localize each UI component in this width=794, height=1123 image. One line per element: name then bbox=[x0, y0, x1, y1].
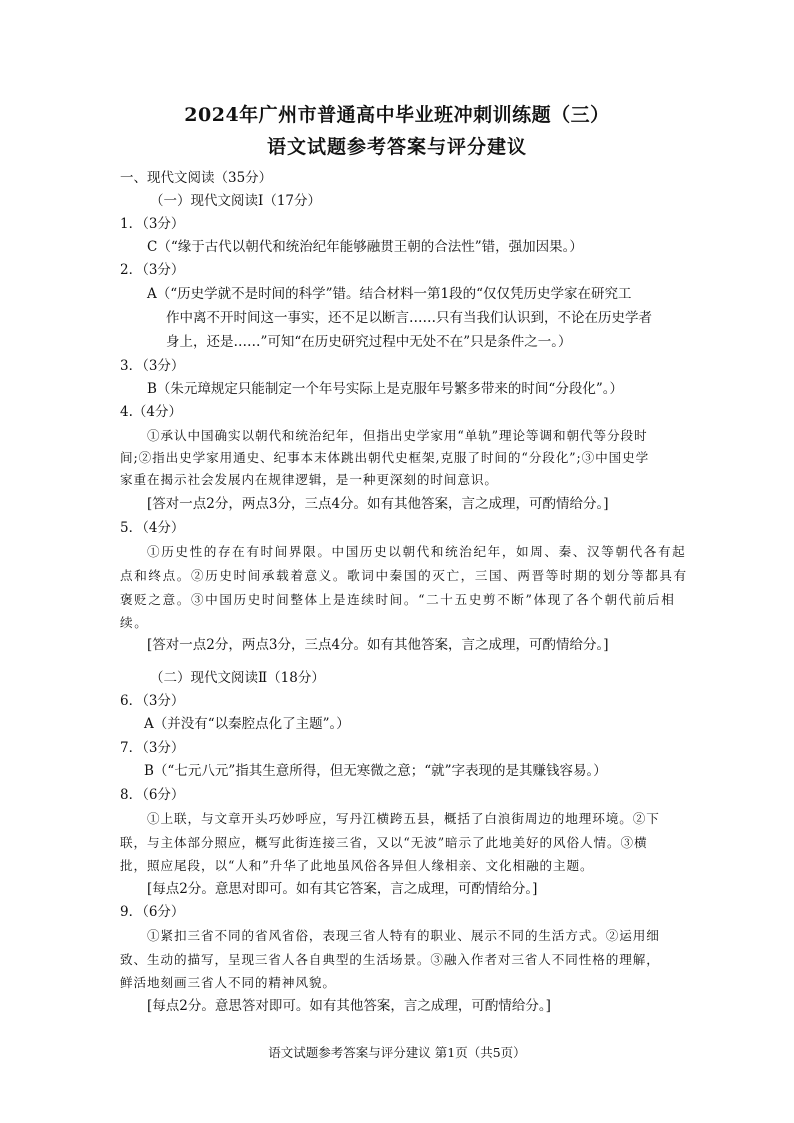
question-5-number: 5．（4分） bbox=[120, 520, 185, 536]
subsection-heading-reading-2: （二）现代文阅读Ⅱ（18分） bbox=[150, 670, 325, 686]
question-8-number: 8．（6分） bbox=[120, 787, 185, 803]
question-5-answer-line-4: 续。 bbox=[120, 615, 149, 630]
question-7-answer: B（“七元八元”指其生意所得，但无寒微之意；“就”字表现的是其赚钱容易。） bbox=[144, 763, 607, 779]
page-title: 2024年广州市普通高中毕业班冲刺训练题（三） bbox=[184, 104, 610, 126]
question-6-number: 6．（3分） bbox=[120, 693, 185, 709]
question-8-answer-line-3: 批，照应尾段，以“人和”升华了此地虽风俗各异但人缘相亲、文化相融的主题。 bbox=[120, 858, 594, 873]
question-6-answer: A（并没有“以秦腔点化了主题”。） bbox=[144, 716, 350, 732]
question-2-answer-line-2: 作中离不开时间这一事实，还不足以断言……只有当我们认识到，不论在历史学者 bbox=[166, 310, 652, 326]
question-9-answer-line-2: 致、生动的描写，呈现三省人各自典型的生活场景。③融入作者对三省人不同性格的理解， bbox=[120, 952, 660, 967]
question-5-answer-line-2: 点和终点。②历史时间承载着意义。歌词中秦国的灭亡，三国、两晋等时期的划分等都具有 bbox=[120, 568, 688, 583]
question-8-scoring-note: [每点2分。意思对即可。如有其它答案，言之成理，可酌情给分。] bbox=[147, 881, 538, 897]
question-9-number: 9．（6分） bbox=[120, 904, 185, 920]
question-2-number: 2．（3分） bbox=[120, 262, 185, 278]
question-3-number: 3．（3分） bbox=[120, 358, 185, 374]
question-9-answer-line-1: ①紧扣三省不同的省风省俗，表现三省人特有的职业、展示不同的生活方式。②运用细 bbox=[147, 928, 660, 943]
question-9-answer-line-3: 鲜活地刻画三省人不同的精神风貌。 bbox=[120, 975, 336, 990]
page-subtitle: 语文试题参考答案与评分建议 bbox=[266, 136, 527, 158]
question-4-answer-line-1: ①承认中国确实以朝代和统治纪年，但指出史学家用“单轨”理论等调和朝代等分段时 bbox=[147, 428, 648, 443]
question-5-scoring-note: [答对一点2分，两点3分，三点4分。如有其他答案，言之成理，可酌情给分。] bbox=[147, 637, 609, 653]
question-5-answer-line-3: 褒贬之意。③中国历史时间整体上是连续时间。“二十五史剪不断”体现了各个朝代前后相 bbox=[120, 592, 676, 607]
subsection-heading-reading-1: （一）现代文阅读Ⅰ（17分） bbox=[150, 193, 322, 209]
question-8-answer-line-2: 联，与主体部分照应，概写此街连接三省，又以“无波”暗示了此地美好的风俗人情。③横 bbox=[120, 835, 648, 850]
section-heading-modern-reading: 一、现代文阅读（35分） bbox=[120, 170, 273, 186]
question-9-scoring-note: [每点2分。意思答对即可。如有其他答案，言之成理，可酌情给分。] bbox=[147, 998, 551, 1014]
question-1-number: 1．（3分） bbox=[120, 216, 185, 232]
question-4-number: 4.（4分） bbox=[120, 404, 182, 420]
question-7-number: 7．（3分） bbox=[120, 740, 185, 756]
question-5-answer-line-1: ①历史性的存在有时间界限。中国历史以朝代和统治纪年，如周、秦、汉等朝代各有起 bbox=[147, 544, 687, 559]
question-4-answer-line-2: 间;②指出史学家用通史、纪事本末体跳出朝代史框架,克服了时间的“分段化”;③中国史学 bbox=[120, 450, 650, 465]
question-2-answer-line-3: 身上，还是……”可知“在历史研究过程中无处不在”只是条件之一。） bbox=[166, 334, 572, 350]
question-3-answer: B（朱元璋规定只能制定一个年号实际上是克服年号繁多带来的时间“分段化”。） bbox=[147, 381, 623, 397]
question-2-answer-line-1: A（“历史学就不是时间的科学”错。结合材料一第1段的“仅仅凭历史学家在研究工 bbox=[147, 286, 632, 302]
question-8-answer-line-1: ①上联，与文章开头巧妙呼应，写丹江横跨五县，概括了白浪街周边的地理环境。②下 bbox=[147, 811, 660, 826]
question-1-answer: C（“缘于古代以朝代和统治纪年能够融贯王朝的合法性”错，强加因果。） bbox=[147, 239, 583, 255]
page-footer: 语文试题参考答案与评分建议 第1页（共5页） bbox=[268, 1045, 526, 1060]
question-4-answer-line-3: 家重在揭示社会发展内在规律逻辑，是一种更深刻的时间意识。 bbox=[120, 472, 498, 487]
question-4-scoring-note: [答对一点2分，两点3分，三点4分。如有其他答案，言之成理，可酌情给分。] bbox=[147, 496, 609, 512]
